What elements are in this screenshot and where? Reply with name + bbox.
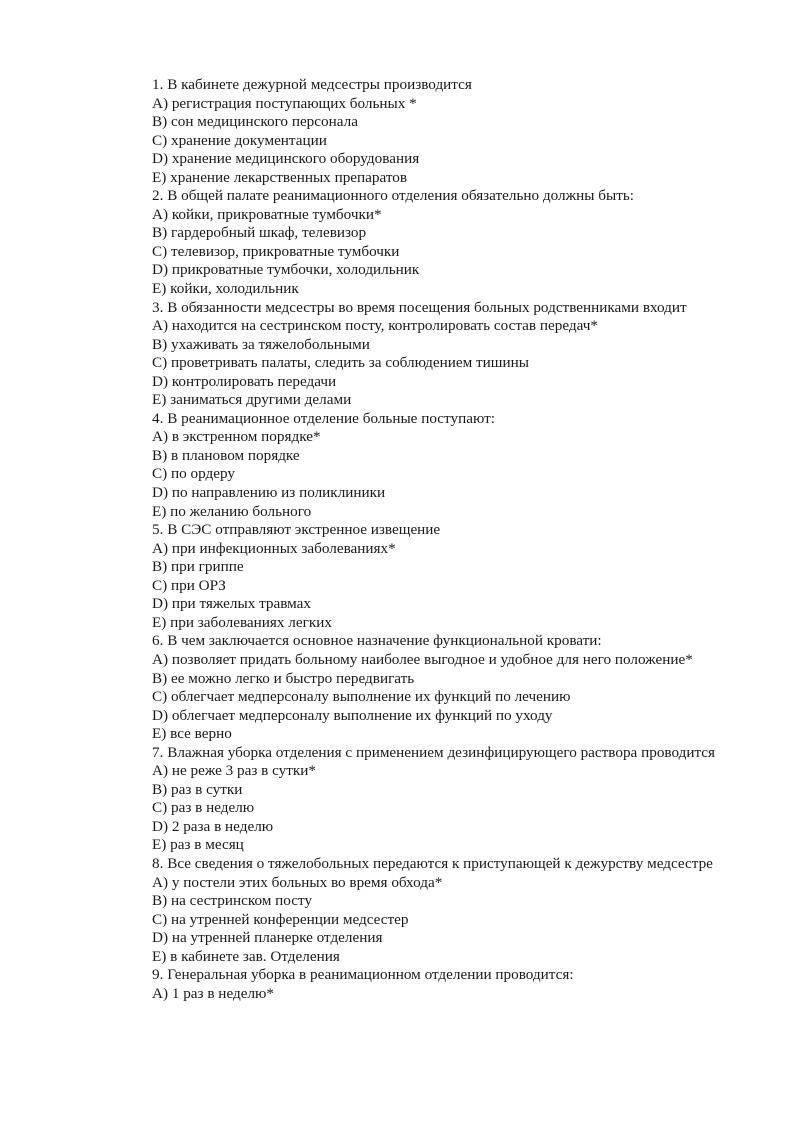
question-6-text: 6. В чем заключается основное назначение функциональной кровати: [152, 632, 602, 650]
question-4-option-b: B) в плановом порядке [152, 446, 300, 464]
question-8-option-a: A) у постели этих больных во время обхода* [152, 873, 443, 891]
question-8-option-c: C) на утренней конференции медсестер [152, 910, 409, 928]
question-5-option-c: C) при ОРЗ [152, 576, 226, 594]
question-7-option-e: E) раз в месяц [152, 836, 244, 854]
question-2-option-a: A) койки, прикроватные тумбочки* [152, 205, 382, 223]
question-8-option-b: B) на сестринском посту [152, 892, 313, 910]
question-2-option-c: C) телевизор, прикроватные тумбочки [152, 242, 400, 260]
question-3-option-c: C) проветривать палаты, следить за соблюдением тишины [152, 354, 529, 372]
question-1-option-c: C) хранение документации [152, 131, 327, 149]
question-7-option-d: D) 2 раза в неделю [152, 817, 274, 835]
question-3-option-d: D) контролировать передачи [152, 372, 337, 390]
question-6-option-c: C) облегчает медперсоналу выполнение их функций по лечению [152, 688, 571, 706]
question-1-option-e: E) хранение лекарственных препаратов [152, 168, 408, 186]
question-5-text: 5. В СЭС отправляют экстренное извещение [152, 521, 441, 539]
question-4-text: 4. В реанимационное отделение больные поступают: [152, 409, 495, 427]
question-6-option-e: E) все верно [152, 725, 232, 743]
question-3-option-a: A) находится на сестринском посту, контролировать состав передач* [152, 317, 598, 335]
question-2-option-e: E) койки, холодильник [152, 280, 299, 298]
question-7-option-a: A) не реже 3 раз в сутки* [152, 762, 317, 780]
question-5-option-d: D) при тяжелых травмах [152, 595, 312, 613]
question-5-option-a: A) при инфекционных заболеваниях* [152, 539, 396, 557]
question-7-option-b: B) раз в сутки [152, 780, 243, 798]
question-7-option-c: C) раз в неделю [152, 799, 255, 817]
question-5-option-e: E) при заболеваниях легких [152, 613, 332, 631]
question-2-text: 2. В общей палате реанимационного отделения обязательно должны быть: [152, 187, 634, 205]
question-3-option-e: E) заниматься другими делами [152, 391, 352, 409]
question-1-option-d: D) хранение медицинского оборудования [152, 150, 420, 168]
question-9-text: 9. Генеральная уборка в реанимационном отделении проводится: [152, 966, 574, 984]
question-2-option-d: D) прикроватные тумбочки, холодильник [152, 261, 420, 279]
question-6-option-b: B) ее можно легко и быстро передвигать [152, 669, 415, 687]
question-3-text: 3. В обязанности медсестры во время посещения больных родственниками входит [152, 298, 687, 316]
question-8-option-e: E) в кабинете зав. Отделения [152, 947, 340, 965]
question-8-option-d: D) на утренней планерке отделения [152, 929, 383, 947]
question-1-text: 1. В кабинете дежурной медсестры производится [152, 76, 472, 93]
question-5-option-b: B) при гриппе [152, 558, 244, 576]
question-2-option-b: B) гардеробный шкаф, телевизор [152, 224, 367, 242]
question-3-option-b: B) ухаживать за тяжелобольными [152, 335, 370, 353]
question-1-option-a: A) регистрация поступающих больных * [152, 94, 417, 112]
question-4-option-c: C) по ордеру [152, 465, 235, 483]
question-4-option-d: D) по направлению из поликлиники [152, 484, 386, 502]
question-1-option-b: B) сон медицинского персонала [152, 113, 358, 131]
question-4-option-e: E) по желанию больного [152, 502, 312, 520]
question-6-option-a: A) позволяет придать больному наиболее выгодное и удобное для него положение* [152, 650, 693, 668]
question-8-text: 8. Все сведения о тяжелобольных передаются к приступающей к дежурству медсестре [152, 854, 713, 872]
question-6-option-d: D) облегчает медперсоналу выполнение их функций по уходу [152, 706, 553, 724]
question-7-text: 7. Влажная уборка отделения с применением дезинфицирующего раствора проводится [152, 743, 716, 761]
question-9-option-a: A) 1 раз в неделю* [152, 984, 274, 1002]
question-list [115, 76, 740, 1003]
question-4-option-a: A) в экстренном порядке* [152, 428, 321, 446]
